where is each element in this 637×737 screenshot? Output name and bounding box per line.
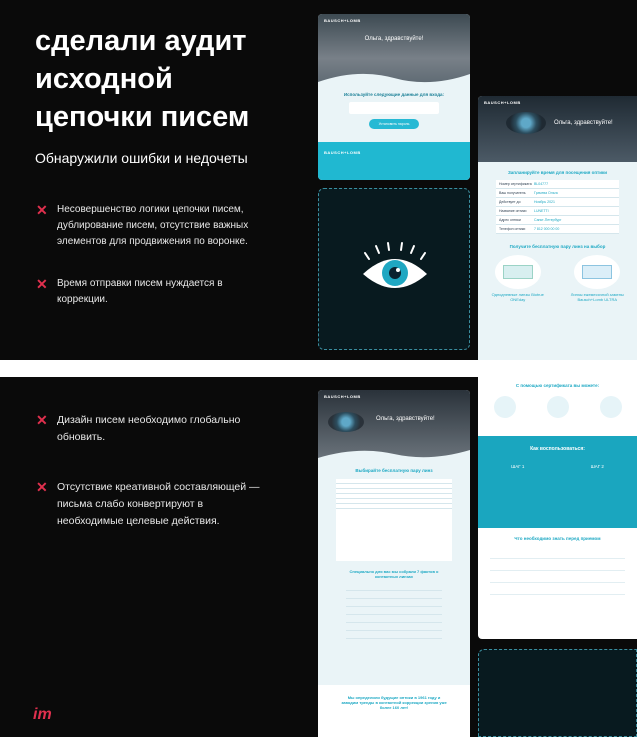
- certificate-table: [496, 180, 619, 234]
- table-row: Номер сертификата BL04777: [496, 180, 619, 189]
- email-greeting: Ольга, здравствуйте!: [364, 36, 424, 42]
- title-line: исходной: [35, 63, 173, 95]
- cross-icon: ✕: [36, 202, 48, 218]
- table-row: Телефон оптики 7 812 000 00 00: [496, 225, 619, 234]
- step-label: ШАГ 1: [511, 464, 525, 469]
- placeholder-panel: [478, 649, 637, 737]
- bullet-item: [36, 276, 266, 308]
- eye-photo: [328, 412, 364, 432]
- table-row: Ваш получатель Грачева Ольга: [496, 189, 619, 198]
- certificate-table: [336, 479, 452, 561]
- product-card: [567, 255, 627, 302]
- bullet-item: [36, 202, 266, 250]
- slide-title: [35, 22, 305, 136]
- feature-icon: [547, 396, 569, 418]
- email-footer: [318, 142, 470, 180]
- top-slide: [0, 0, 637, 360]
- product-label: Линзы ежемесячной замены Bausch+Lomb ULTRA: [570, 292, 624, 302]
- info-list: [490, 547, 625, 595]
- step-label: ШАГ 2: [590, 464, 604, 469]
- title-line: сделали аудит: [35, 25, 247, 57]
- email-mockup-1: [318, 14, 470, 180]
- eye-photo: [506, 112, 546, 134]
- slide-subtitle: Обнаружили ошибки и недочеты: [35, 150, 248, 166]
- table-row: Адрес оптики Санкт-Петербург: [496, 216, 619, 225]
- product-label: Однодневные линзы Biotrue ONEday: [491, 292, 544, 302]
- brand-logo: BAUSCH+LOMB: [324, 18, 361, 23]
- table-row: Действует до Ноябрь 2021: [496, 198, 619, 207]
- bullet-text: Несовершенство логики цепочки писем, дублирование писем, отсутствие важных элементов для продвижения по воронке.: [57, 204, 249, 247]
- table-row: Название оптики LUNETTI: [496, 207, 619, 216]
- email-greeting: Ольга, здравствуйте!: [554, 120, 613, 126]
- section-title: Запланируйте время для посещения оптики: [507, 170, 608, 175]
- section-title: Что необходимо знать перед приемом: [514, 536, 601, 541]
- bullet-item: [36, 412, 266, 446]
- title-line: цепочки писем: [35, 101, 250, 133]
- set-password-button[interactable]: Установить пароль: [369, 119, 419, 129]
- cross-icon: ✕: [36, 479, 48, 495]
- product-card: [488, 255, 548, 302]
- brand-logo: im: [33, 706, 52, 723]
- feature-icon: [494, 396, 516, 418]
- promo-title: Получите бесплатную пару линз на выбор: [509, 244, 606, 249]
- section-title: Выбирайте бесплатную пару линз: [355, 468, 433, 473]
- feature-icons: [478, 396, 637, 418]
- brand-logo: BAUSCH+LOMB: [484, 100, 521, 105]
- product-list: [478, 255, 637, 302]
- bullet-text: Отсутствие креативной составляющей — письма слабо конвертируют в необходимые целевые действия.: [57, 481, 260, 527]
- email-hero: [318, 14, 470, 88]
- bullet-text: Время отправки писем нуждается в коррекции.: [57, 278, 223, 305]
- steps-list: [346, 583, 442, 639]
- cross-icon: ✕: [36, 412, 48, 428]
- how-to-section: [478, 436, 637, 528]
- wave-decoration: [318, 446, 470, 462]
- eye-icon: [319, 189, 471, 351]
- bullet-item: [36, 479, 266, 530]
- email-mockup-3: [318, 390, 470, 737]
- email-greeting: Ольга, здравствуйте!: [376, 416, 435, 422]
- section-title: С помощью сертификата вы можете:: [515, 383, 600, 388]
- feature-icon: [600, 396, 622, 418]
- bottom-slide: [0, 377, 637, 737]
- footer-text: Мы определили будущие оптики в 1961 году и заводим тренды в контактной коррекции зрения уже более 160 лет!: [341, 695, 447, 710]
- eye-illustration-panel: [318, 188, 470, 350]
- email-footer: [318, 685, 470, 737]
- email-hero: [318, 390, 470, 462]
- steps-title: Специально для вас мы собрали 7 фактов о контактных линзах: [349, 569, 439, 579]
- wave-decoration: [318, 68, 470, 88]
- how-title: Как воспользоваться:: [530, 446, 585, 452]
- brand-logo: BAUSCH+LOMB: [324, 394, 361, 399]
- footer-logo: BAUSCH+LOMB: [324, 150, 361, 155]
- email-mockup-4: [478, 377, 637, 639]
- bullet-text: Дизайн писем необходимо глобально обновить.: [57, 414, 241, 443]
- form-title: Используйте следующие данные для входа:: [343, 92, 445, 97]
- email-hero: [478, 96, 637, 162]
- cross-icon: ✕: [36, 276, 48, 292]
- email-mockup-2: [478, 96, 637, 360]
- login-field: [349, 102, 439, 114]
